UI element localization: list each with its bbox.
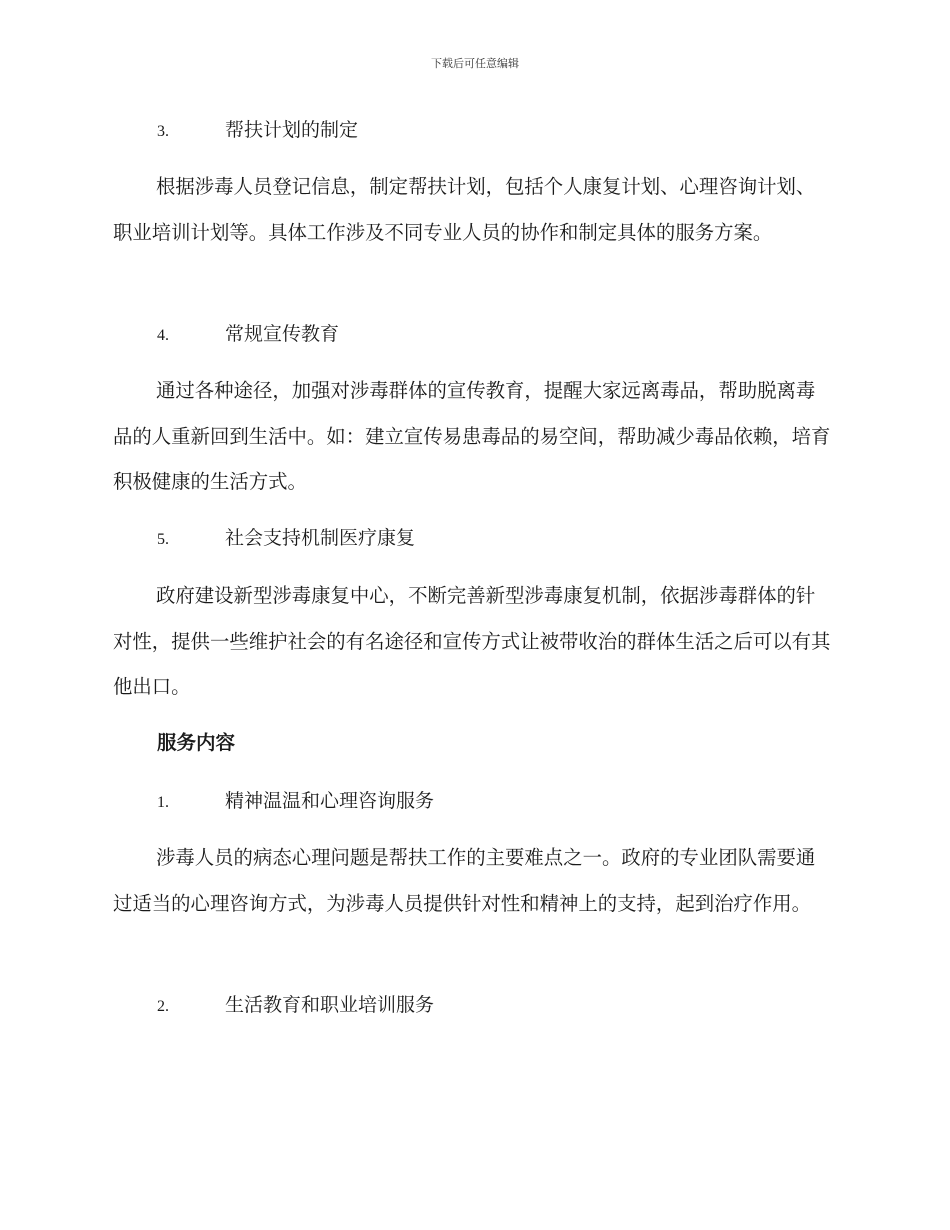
service-paragraph-1: 涉毒人员的病态心理问题是帮扶工作的主要难点之一。政府的专业团队需要通过适当的心理咨询方式，为涉毒人员提供针对性和精神上的支持，起到治疗作用。 xyxy=(113,846,816,915)
item-number: 2. xyxy=(157,998,169,1015)
item-title: 社会支持机制医疗康复 xyxy=(225,527,416,549)
item-heading-5 xyxy=(157,526,415,552)
item-paragraph-3: 根据涉毒人员登记信息，制定帮扶计划，包括个人康复计划、心理咨询计划、职业培训计划等。具体工作涉及不同专业人员的协作和制定具体的服务方案。 xyxy=(113,175,816,244)
item-heading-3 xyxy=(157,118,358,144)
item-paragraph-5: 政府建设新型涉毒康复中心，不断完善新型涉毒康复机制，依据涉毒群体的针对性，提供一些维护社会的有名途径和宣传方式让被带收治的群体生活之后可以有其他出口。 xyxy=(113,584,831,698)
item-title: 帮扶计划的制定 xyxy=(225,119,359,141)
item-title: 常规宣传教育 xyxy=(225,323,340,345)
item-number: 5. xyxy=(157,531,169,548)
service-heading-1 xyxy=(157,789,434,815)
item-title: 生活教育和职业培训服务 xyxy=(225,994,435,1016)
item-number: 3. xyxy=(157,123,169,140)
item-heading-4 xyxy=(157,322,339,348)
item-paragraph-4: 通过各种途径，加强对涉毒群体的宣传教育，提醒大家远离毒品，帮助脱离毒品的人重新回到生活中。如：建立宣传易患毒品的易空间，帮助减少毒品依赖，培育积极健康的生活方式。 xyxy=(113,379,831,493)
page-header: 下载后可任意编辑 xyxy=(431,57,519,70)
item-number: 4. xyxy=(157,327,169,344)
section-title: 服务内容 xyxy=(157,731,236,754)
item-title: 精神温温和心理咨询服务 xyxy=(225,790,435,812)
item-number: 1. xyxy=(157,794,169,811)
service-heading-2 xyxy=(157,993,434,1019)
